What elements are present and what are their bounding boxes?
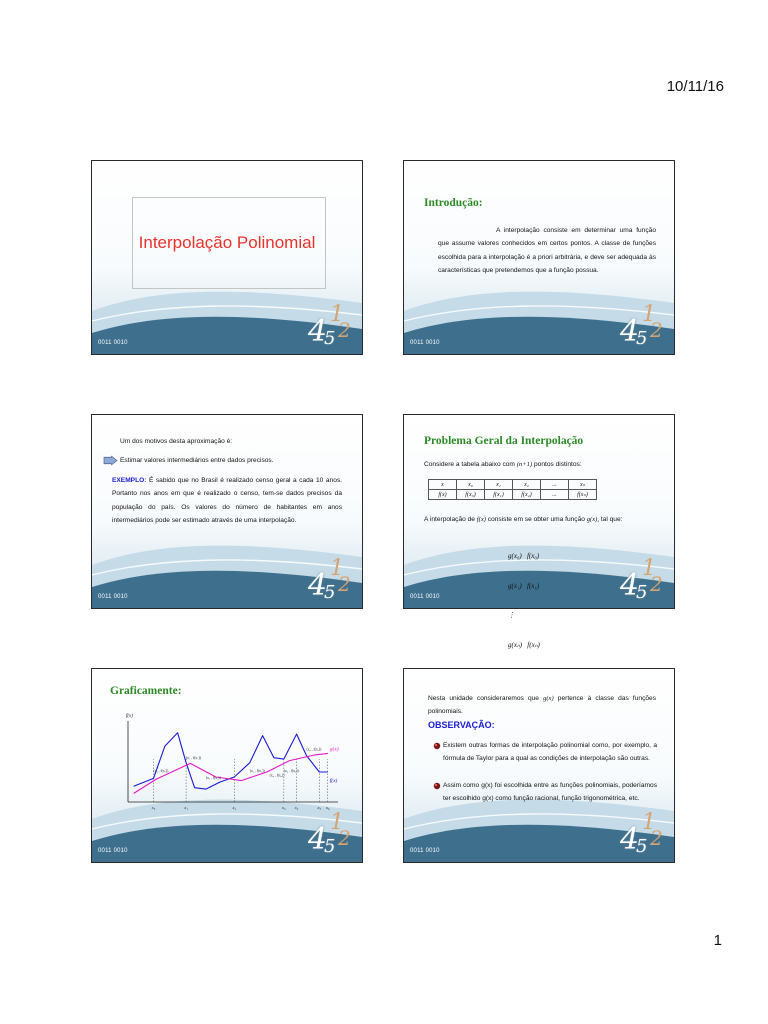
slide-heading: Graficamente:	[110, 685, 182, 697]
series-label: f(x)	[329, 778, 338, 784]
arrow-bullet-icon	[104, 456, 117, 465]
slide-heading: Introdução:	[424, 197, 483, 209]
point-label: (x₃ , f(x₃))	[249, 769, 265, 773]
x-tick-label: x₆	[325, 805, 330, 810]
y-axis-label: f(x)	[126, 714, 133, 719]
interpolation-table	[428, 479, 597, 500]
slide-intro-text: Nesta unidade consideraremos que g(x) pertence à classe das funções polinomiais.	[428, 695, 656, 716]
table-row: f(x) f(x₀) f(x₁) f(x₂) ... f(xₙ)	[429, 490, 597, 500]
series-label: g(x)	[329, 746, 339, 753]
slide-logo: 1 4 2 5	[620, 302, 663, 349]
bullet-dot-icon	[433, 742, 441, 750]
slide-logo: 1 4 2 5	[308, 810, 351, 857]
slide-title: Interpolação Polinomial	[138, 233, 316, 252]
point-label: (x₀ , f(x₀))	[153, 769, 169, 773]
point-label: (x₄ , f(x₄))	[269, 773, 285, 778]
slide-example-text	[112, 474, 342, 528]
x-tick-label: x₄	[294, 805, 299, 810]
slide-logo: 1 4 2 5	[620, 556, 663, 603]
x-tick-label: x₁	[184, 805, 188, 810]
bullet-dot-icon	[433, 782, 441, 790]
slide-6	[403, 668, 675, 863]
equation: g(x₁) f(x₁)	[508, 582, 540, 590]
example-body: É sabido que no Brasil é realizado censo geral a cada 10 anos. Portanto nos anos em que é realizado o censo, tem-se dados precisos da população do país. Os valores do número de habitantes em anos intermediários pode ser estimado através de uma interpolação.	[112, 477, 342, 525]
slide-5	[91, 668, 363, 863]
slide-footer-text: 0011 0010	[410, 594, 440, 600]
table-row: x x₀ x₁ x₂ ... xₙ	[429, 480, 597, 490]
example-label: EXEMPLO:	[112, 477, 147, 484]
slide-1	[91, 160, 363, 355]
x-tick-label: x₀	[151, 805, 156, 810]
point-label: (x₅ , f(x₅))	[283, 769, 299, 773]
page-number: 1	[713, 932, 722, 949]
observation-bullet: Assim como g(x) foi escolhida entre as funções polinomiais, poderíamos ter escolhido g(x) como função racional, função trigonométrica, etc.	[443, 782, 657, 803]
slide-3	[91, 414, 363, 609]
slide-footer-text: 0011 0010	[98, 848, 128, 854]
equation: g(xₙ) f(xₙ)	[508, 641, 540, 649]
point-label: (x₁ , f(x₁))	[186, 756, 201, 761]
slide-footer-text: 0011 0010	[410, 340, 440, 346]
slide-bullet-text: Estimar valores intermediários entre dados precisos.	[120, 457, 274, 464]
slide-footer-text: 0011 0010	[98, 594, 128, 600]
point-label: (x₆ , f(x₆))	[306, 747, 322, 752]
observation-bullet: Existem outras formas de interpolação polinomial como, por exemplo, a fórmula de Taylor para a qual as condições de interpolação são outras.	[443, 742, 657, 763]
observation-heading: OBSERVAÇÃO:	[428, 720, 495, 730]
interpolation-definition-text: A interpolação de f(x) consiste em se obter uma função g(x), tal que:	[424, 516, 623, 523]
equation: g(x₀) f(x₀)	[508, 552, 540, 560]
slide-intro-text: Um dos motivos desta aproximação é:	[120, 438, 233, 445]
series-line	[134, 753, 328, 793]
slide-logo: 1 4 2 5	[308, 302, 351, 349]
x-tick-label: x₃	[282, 805, 286, 810]
slide-footer-text: 0011 0010	[98, 340, 128, 346]
slide-4	[403, 414, 675, 649]
x-tick-label: x₂	[232, 805, 237, 810]
slide-2	[403, 160, 675, 355]
page-date: 10/11/16	[666, 78, 724, 95]
table-intro-text: Considere a tabela abaixo com (n+1) pontos distintos:	[424, 461, 582, 468]
point-label: (x₂ , f(x₂))	[205, 776, 221, 781]
slide-logo: 1 4 2 5	[620, 810, 663, 857]
series-line	[134, 733, 328, 789]
slide-footer-text: 0011 0010	[410, 848, 440, 854]
x-tick-label: x₅	[317, 805, 322, 810]
equation-lines	[508, 531, 540, 670]
slide-body-text: A interpolação consiste em determinar uma função que assume valores conhecidos em certos pontos. A classe de funções escolhida para a interpolação é a priori arbitrária, e deve ser adequada às características que pretendemos que a função possua.	[438, 227, 656, 275]
equation-dots: ⋮	[508, 611, 515, 619]
slide-logo: 1 4 2 5	[308, 556, 351, 603]
slide-heading: Problema Geral da Interpolação	[424, 435, 584, 447]
